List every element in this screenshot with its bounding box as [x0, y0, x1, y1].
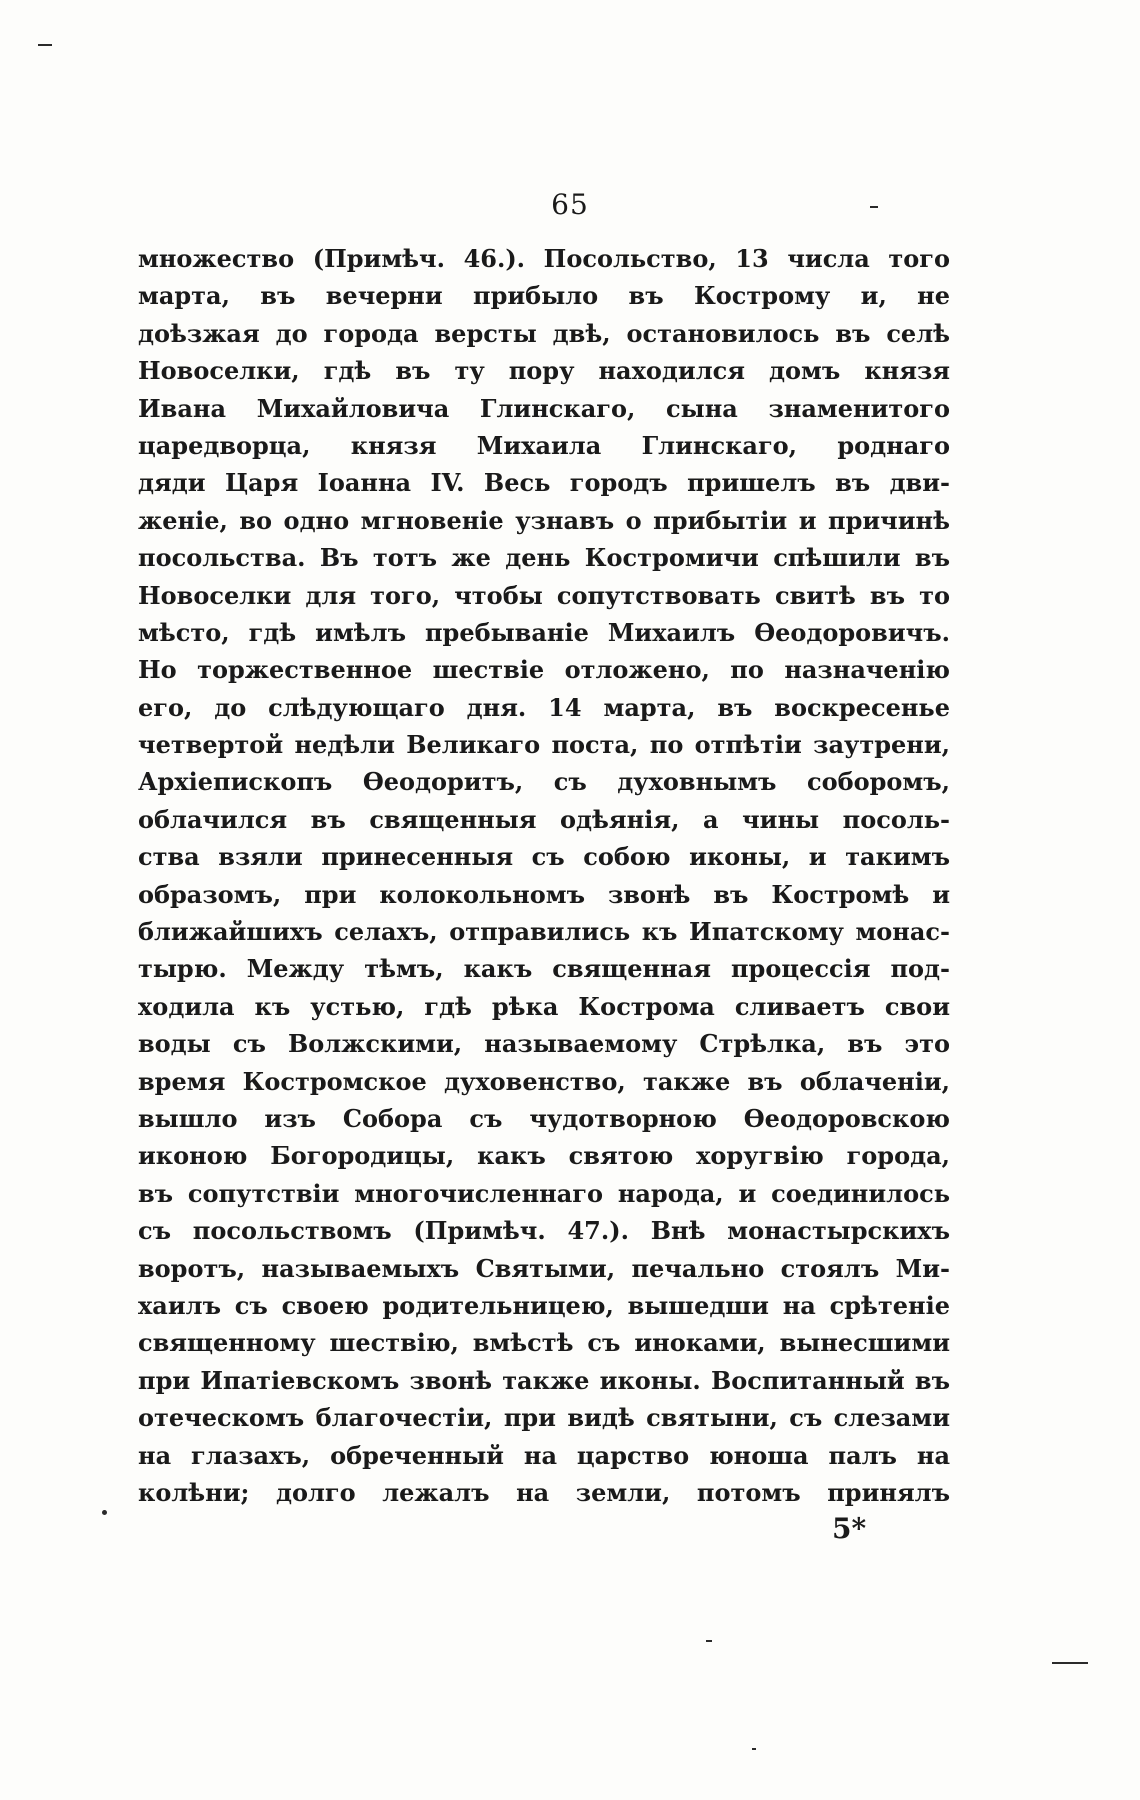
scan-mark	[706, 1640, 712, 1642]
text-line: отеческомъ благочестіи, при видѣ святыни, съ слезами	[138, 1403, 950, 1433]
text-line: Новоселки для того, чтобы сопутствовать свитѣ въ то	[138, 580, 950, 610]
text-line: съ посольствомъ (Примѣч. 47.). Внѣ монастырскихъ	[138, 1216, 950, 1246]
text-line: его, до слѣдующаго дня. 14 марта, въ воскресенье	[138, 692, 950, 722]
page-number: 65	[551, 188, 589, 221]
text-line: мѣсто, гдѣ имѣлъ пребываніе Михаилъ Ѳеодоровичъ.	[138, 617, 950, 647]
text-line: марта, въ вечерни прибыло въ Кострому и, не	[138, 281, 950, 311]
text-line: ства взяли принесенныя съ собою иконы, и такимъ	[138, 842, 950, 872]
text-line: время Костромское духовенство, также въ облаченіи,	[138, 1066, 950, 1096]
text-line: женіе, во одно мгновеніе узнавъ о прибытіи и причинѣ	[138, 505, 950, 535]
text-line: священному шествію, вмѣстѣ съ иноками, вынесшими	[138, 1328, 950, 1358]
text-line: воротъ, называемыхъ Святыми, печально стоялъ Ми-	[138, 1253, 950, 1283]
text-line: Новоселки, гдѣ въ ту пору находился домъ князя	[138, 356, 950, 386]
text-line: вышло изъ Собора съ чудотворною Ѳеодоровскою	[138, 1103, 950, 1133]
scan-mark	[752, 1748, 756, 1750]
text-line: при Ипатіевскомъ звонѣ также иконы. Воспитанный въ	[138, 1365, 950, 1395]
text-line: образомъ, при колокольномъ звонѣ въ Костромѣ и	[138, 879, 950, 909]
text-line: иконою Богородицы, какъ святою хоругвію города,	[138, 1141, 950, 1171]
scan-mark	[102, 1510, 107, 1515]
text-line: на глазахъ, обреченный на царство юноша палъ на	[138, 1440, 950, 1470]
text-line: доѣзжая до города версты двѣ, остановилось въ селѣ	[138, 318, 950, 348]
scan-mark	[38, 44, 52, 46]
text-line: множество (Примѣч. 46.). Посольство, 13 числа того	[138, 244, 950, 273]
body-text	[138, 240, 950, 1511]
scan-mark	[1052, 1662, 1088, 1664]
text-line: колѣни; долго лежалъ на земли, потомъ принялъ	[138, 1477, 950, 1507]
text-line: посольства. Въ тотъ же день Костромичи спѣшили въ	[138, 543, 950, 573]
text-line: Архіепископъ Ѳеодоритъ, съ духовнымъ соборомъ,	[138, 767, 950, 797]
signature-mark: 5*	[832, 1512, 867, 1545]
text-line: въ сопутствіи многочисленнаго народа, и соединилось	[138, 1178, 950, 1208]
text-line: царедворца, князя Михаила Глинскаго, роднаго	[138, 430, 950, 460]
text-line: Но торжественное шествіе отложено, по назначенію	[138, 655, 950, 685]
text-line: Ивана Михайловича Глинскаго, сына знаменитого	[138, 393, 950, 423]
text-line: тырю. Между тѣмъ, какъ священная процессія под-	[138, 954, 950, 984]
text-line: облачился въ священныя одѣянія, а чины посоль-	[138, 804, 950, 834]
text-line: ближайшихъ селахъ, отправились къ Ипатскому монас-	[138, 917, 950, 947]
text-line: хаилъ съ своею родительницею, вышедши на срѣтеніе	[138, 1290, 950, 1320]
text-line: ходила къ устью, гдѣ рѣка Кострома сливаетъ свои	[138, 991, 950, 1021]
text-line: воды съ Волжскими, называемому Стрѣлка, въ это	[138, 1029, 950, 1059]
text-line: четвертой недѣли Великаго поста, по отпѣтіи заутрени,	[138, 730, 950, 760]
text-line: дяди Царя Іоанна IV. Весь городъ пришелъ въ дви-	[138, 468, 950, 498]
